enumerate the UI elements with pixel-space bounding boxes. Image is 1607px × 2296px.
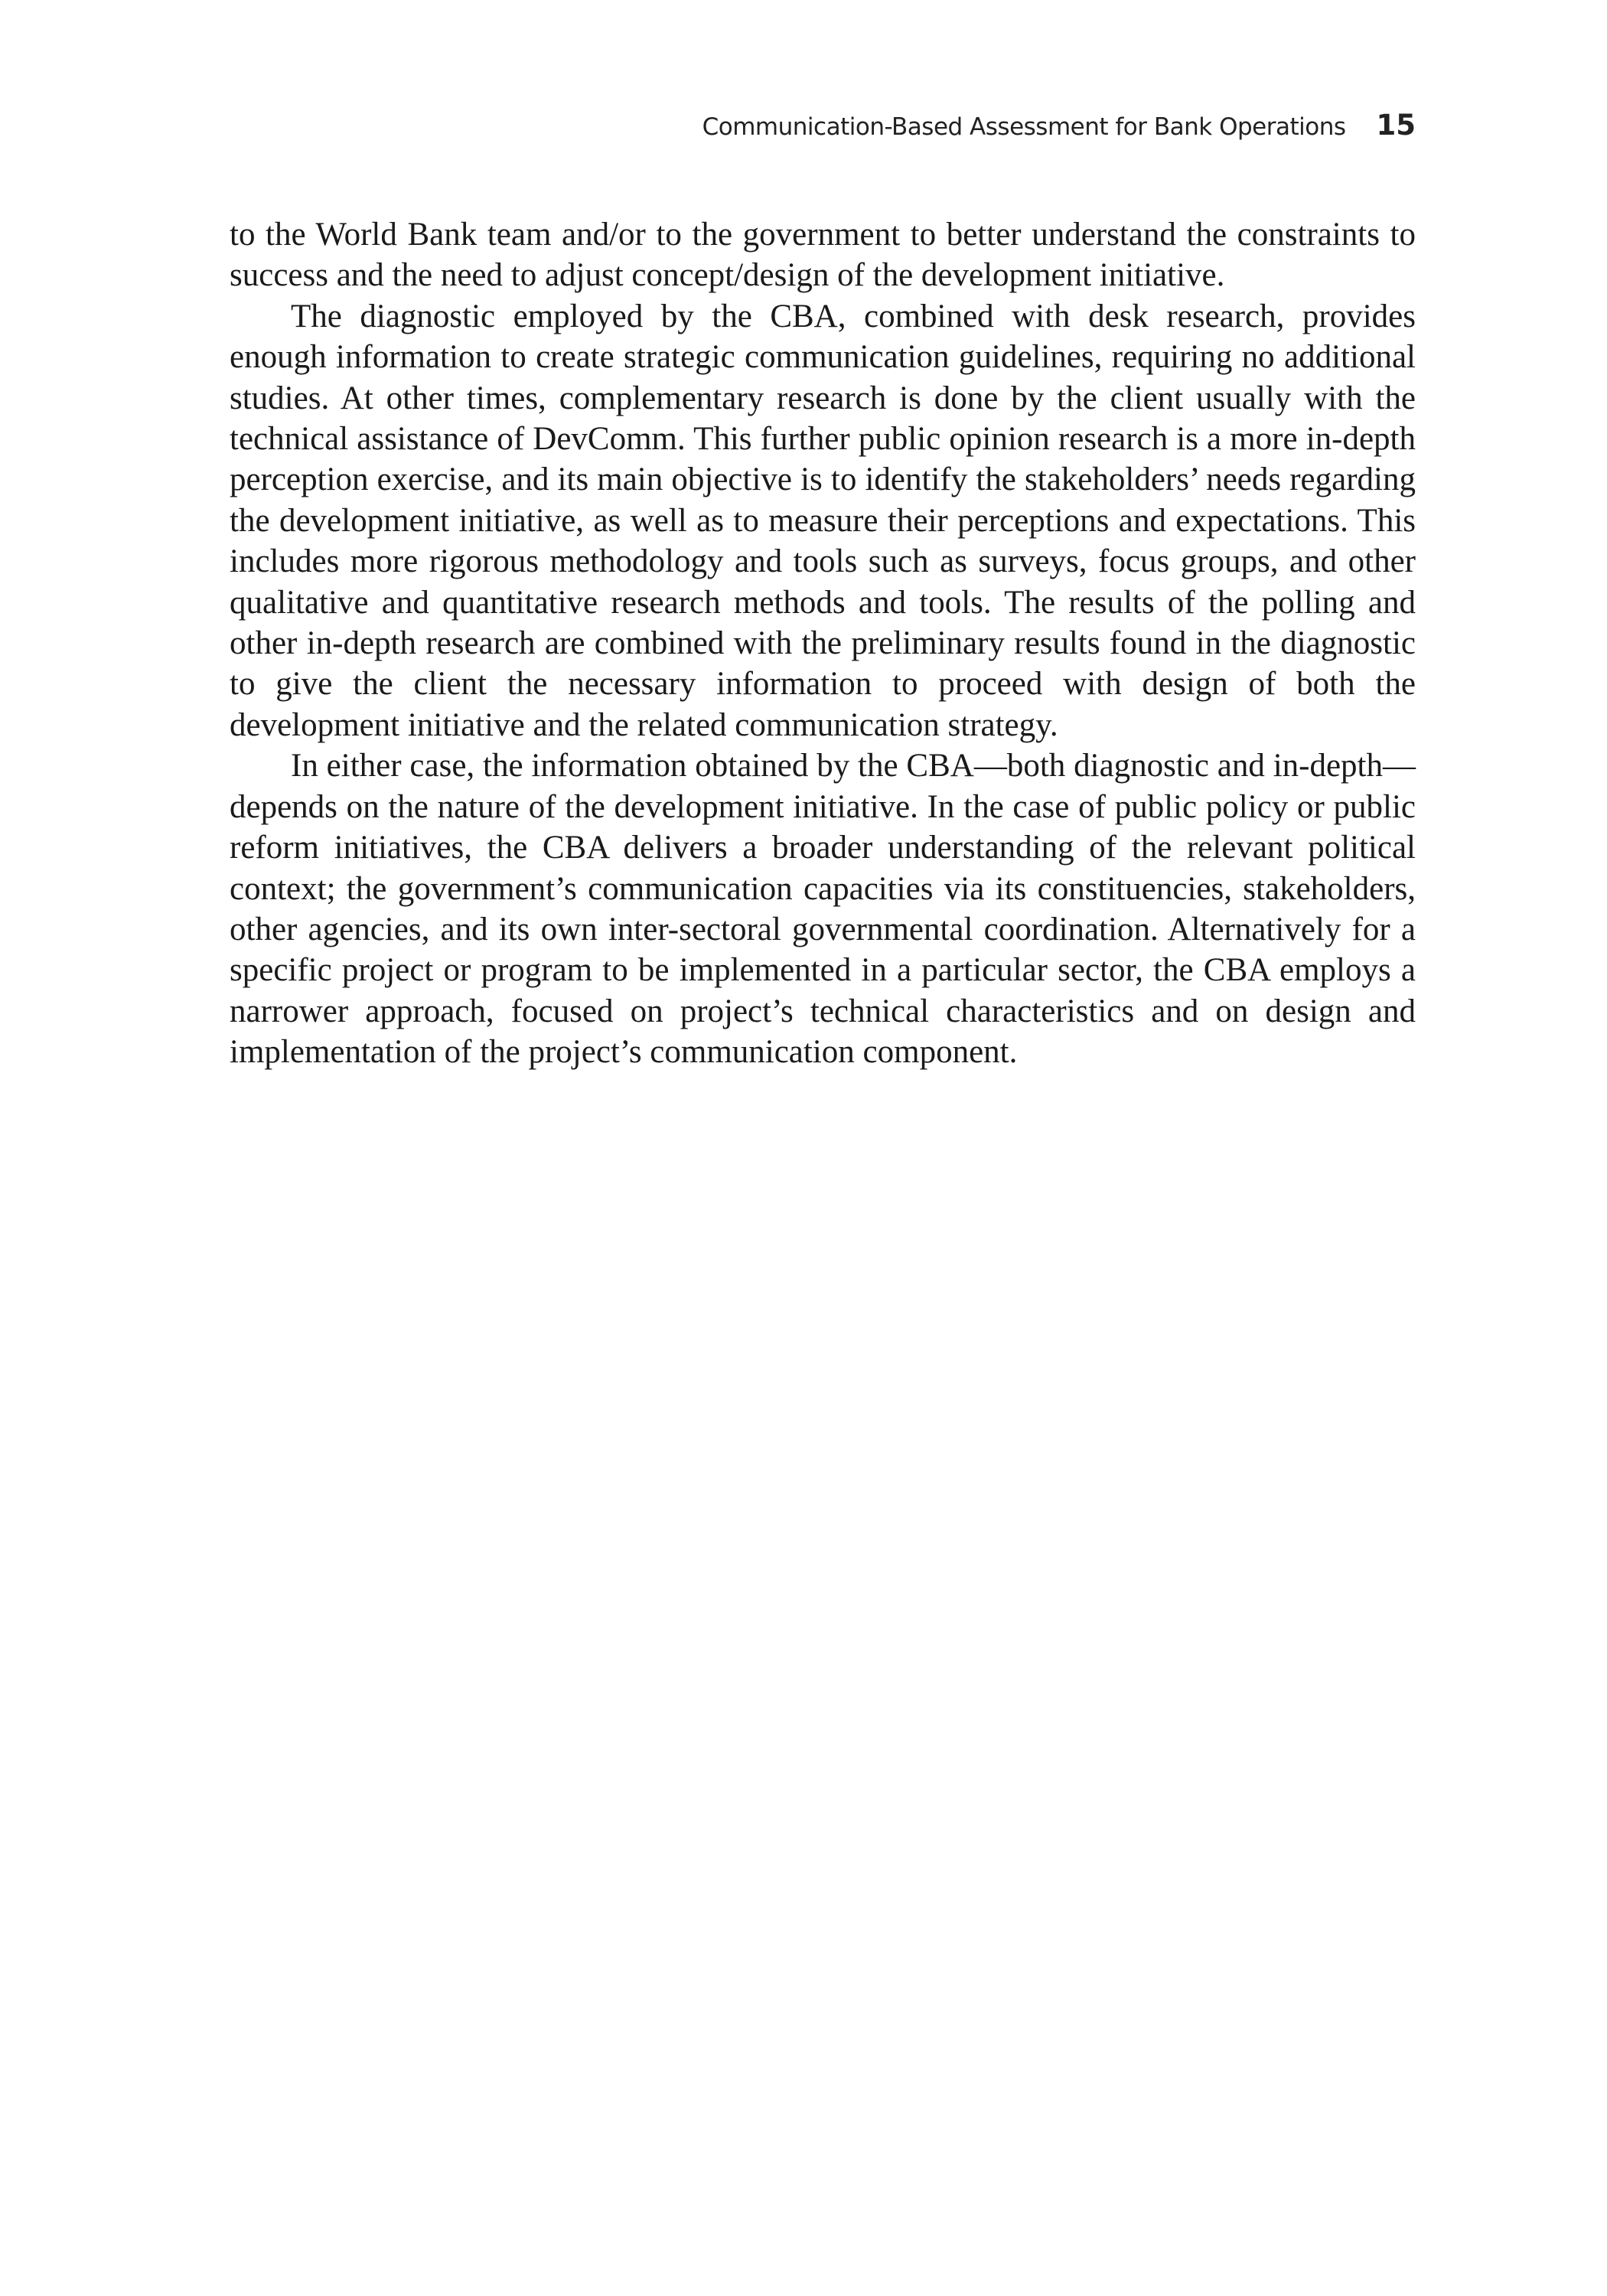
paragraph-either-case: In either case, the information obtained by the CBA—both diagnostic and in-depth—depends on the nature of the development initiative. In the case of public policy or public reform initiatives, the CBA delivers a broader understanding of the relevant political context; the government’s communication capacities via its constituencies, stakeholders, other agencies, and its own inter-sectoral governmental coordination. Alternatively for a specific project or program to be implemented in a particular sector, the CBA employs a narrower approach, focused on project’s technical characteristics and on design and implementation of the project’s communication component.: [230, 748, 1416, 1071]
running-title: Communication-Based Assessment for Bank Operations: [702, 113, 1346, 141]
page-number: 15: [1376, 109, 1416, 142]
paragraph-continued: to the World Bank team and/or to the government to better understand the constraints to success and the need to adjust concept/design of the development initiative.: [230, 217, 1416, 294]
paragraph-diagnostic: The diagnostic employed by the CBA, combined with desk research, provides enough information to create strategic communication guidelines, requiring no additional studies. At other times, complementary research is done by the client usually with the technical assistance of DevComm. This further public opinion research is a more in-depth perception exercise, and its main objective is to identify the stakeholders’ needs regarding the development initiative, as well as to measure their perceptions and expectations. This includes more rigorous methodology and tools such as surveys, focus groups, and other qualitative and quantitative research methods and tools. The results of the polling and other in-depth research are combined with the preliminary results found in the diagnostic to give the client the necessary information to proceed with design of both the development initiative and the related communication strategy.: [230, 298, 1416, 743]
running-header: [702, 109, 1416, 142]
body-text: [230, 214, 1416, 1073]
